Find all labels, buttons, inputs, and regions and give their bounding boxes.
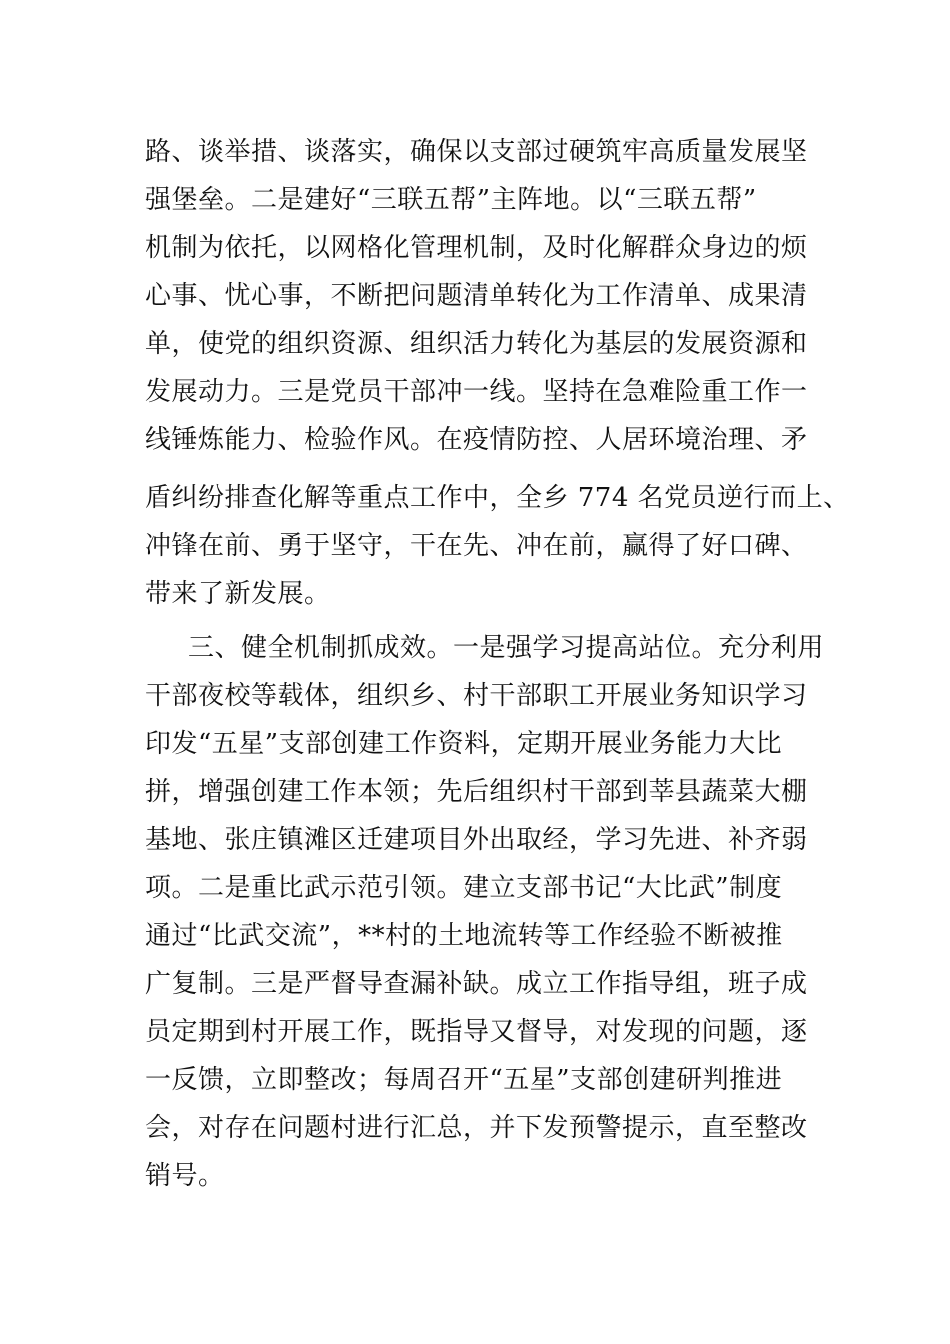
text-line: 销号。: [145, 1161, 225, 1191]
text-line: 拼，增强创建工作本领；先后组织村干部到莘县蔬菜大棚: [145, 777, 808, 807]
section-heading-line: 三、健全机制抓成效。一是强学习提高站位。充分利用: [188, 633, 825, 663]
text-line: 心事、忧心事，不断把问题清单转化为工作清单、成果清: [145, 281, 808, 311]
text-line: 干部夜校等载体，组织乡、村干部职工开展业务知识学习: [145, 681, 808, 711]
text-line: 发展动力。三是党员干部冲一线。坚持在急难险重工作一: [145, 377, 808, 407]
text-line: 印发“五星”支部创建工作资料，定期开展业务能力大比: [145, 729, 783, 759]
text-line: 通过“比武交流”，**村的土地流转等工作经验不断被推: [145, 921, 783, 951]
text-line: 一反馈，立即整改；每周召开“五星”支部创建研判推进: [145, 1065, 783, 1095]
text-line: 线锤炼能力、检验作风。在疫情防控、人居环境治理、矛: [145, 425, 808, 455]
text-line: 冲锋在前、勇于坚守，干在先、冲在前，赢得了好口碑、: [145, 531, 808, 561]
text-line: 会，对存在问题村进行汇总，并下发预警提示，直至整改: [145, 1113, 808, 1143]
text-line: 基地、张庄镇滩区迁建项目外出取经，学习先进、补齐弱: [145, 825, 808, 855]
text-line: 员定期到村开展工作，既指导又督导，对发现的问题，逐: [145, 1017, 808, 1047]
text-line: 项。二是重比武示范引领。建立支部书记“大比武”制度: [145, 873, 783, 903]
text-line: 单，使党的组织资源、组织活力转化为基层的发展资源和: [145, 329, 808, 359]
text-line: 盾纠纷排查化解等重点工作中，全乡 774 名党员逆行而上、: [145, 483, 850, 513]
text-line: 机制为依托，以网格化管理机制，及时化解群众身边的烦: [145, 233, 808, 263]
text-line: 路、谈举措、谈落实，确保以支部过硬筑牢高质量发展坚: [145, 137, 808, 167]
text-line: 广复制。三是严督导查漏补缺。成立工作指导组，班子成: [145, 969, 808, 999]
text-line: 强堡垒。二是建好“三联五帮”主阵地。以“三联五帮”: [145, 185, 757, 215]
text-line: 带来了新发展。: [145, 579, 331, 609]
